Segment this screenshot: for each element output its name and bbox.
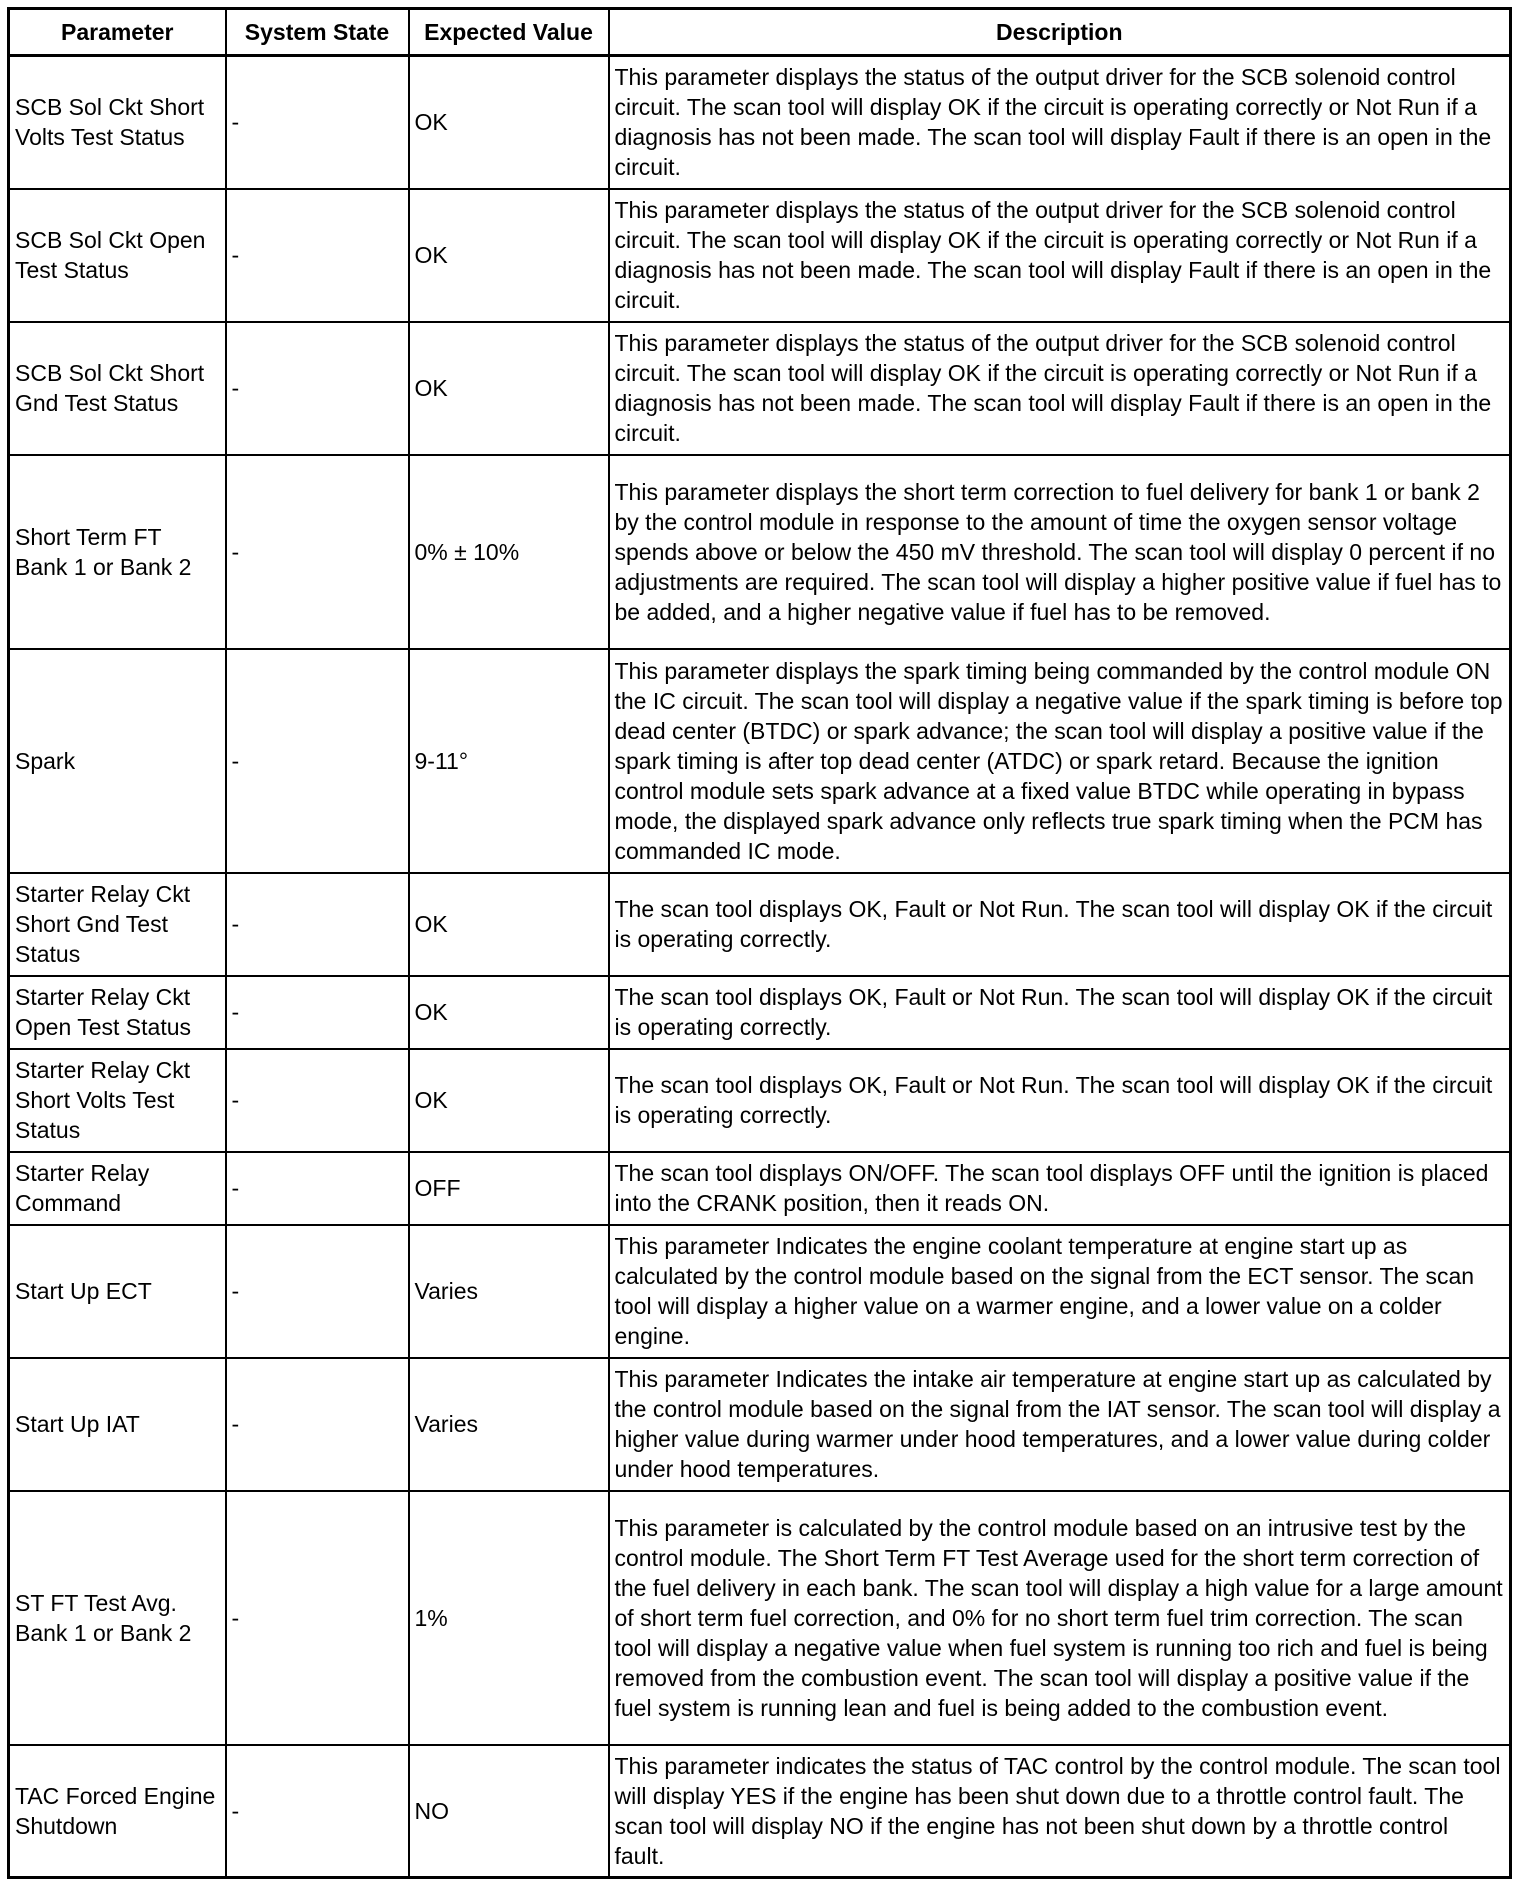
table-row — [9, 322, 1511, 455]
expected-value-cell: 0% ± 10% — [409, 455, 609, 649]
description-cell: This parameter indicates the status of TAC control by the control module. The scan tool will display YES if the engine has been shut down due to a throttle control fault. The scan tool will display NO if the engine has not been shut down by a throttle control fault. — [609, 1745, 1511, 1878]
table-row — [9, 1225, 1511, 1358]
description-cell: The scan tool displays ON/OFF. The scan tool displays OFF until the ignition is placed into the CRANK position, then it reads ON. — [609, 1152, 1511, 1225]
parameter-cell: SCB Sol Ckt Open Test Status — [9, 189, 226, 322]
system-state-cell: - — [226, 189, 409, 322]
parameter-cell: Start Up ECT — [9, 1225, 226, 1358]
system-state-cell: - — [226, 649, 409, 873]
expected-value-cell: OFF — [409, 1152, 609, 1225]
table-row — [9, 455, 1511, 649]
parameter-cell: Starter Relay Command — [9, 1152, 226, 1225]
system-state-cell: - — [226, 976, 409, 1049]
table-header-row — [9, 9, 1511, 56]
table-row — [9, 189, 1511, 322]
system-state-cell: - — [226, 1491, 409, 1745]
table-row — [9, 1491, 1511, 1745]
description-cell: This parameter is calculated by the control module based on an intrusive test by the control module. The Short Term FT Test Average used for the short term correction of the fuel delivery in each bank. The scan tool will display a high value for a large amount of short term fuel correction, and 0% for no short term fuel trim correction. The scan tool will display a negative value when fuel system is running too rich and fuel is being removed from the combustion event. The scan tool will display a positive value if the fuel system is running lean and fuel is being added to the combustion event. — [609, 1491, 1511, 1745]
description-cell: The scan tool displays OK, Fault or Not Run. The scan tool will display OK if the circuit is operating correctly. — [609, 1049, 1511, 1152]
system-state-cell: - — [226, 322, 409, 455]
description-cell: The scan tool displays OK, Fault or Not Run. The scan tool will display OK if the circuit is operating correctly. — [609, 976, 1511, 1049]
parameters-table — [7, 7, 1512, 1879]
system-state-cell: - — [226, 1358, 409, 1491]
system-state-cell: - — [226, 1745, 409, 1878]
parameter-cell: Starter Relay Ckt Short Volts Test Status — [9, 1049, 226, 1152]
parameter-cell: Spark — [9, 649, 226, 873]
table-row — [9, 976, 1511, 1049]
table-row — [9, 56, 1511, 189]
system-state-cell: - — [226, 873, 409, 976]
parameter-cell: SCB Sol Ckt Short Gnd Test Status — [9, 322, 226, 455]
column-header-system-state: System State — [226, 9, 409, 56]
table-row — [9, 1049, 1511, 1152]
expected-value-cell: OK — [409, 322, 609, 455]
table-row — [9, 649, 1511, 873]
expected-value-cell: OK — [409, 1049, 609, 1152]
description-cell: The scan tool displays OK, Fault or Not Run. The scan tool will display OK if the circuit is operating correctly. — [609, 873, 1511, 976]
description-cell: This parameter Indicates the intake air temperature at engine start up as calculated by the control module based on the signal from the IAT sensor. The scan tool will display a higher value during warmer under hood temperatures, and a lower value during colder under hood temperatures. — [609, 1358, 1511, 1491]
parameter-cell: SCB Sol Ckt Short Volts Test Status — [9, 56, 226, 189]
system-state-cell: - — [226, 1049, 409, 1152]
parameter-cell: TAC Forced Engine Shutdown — [9, 1745, 226, 1878]
table-row — [9, 1358, 1511, 1491]
description-cell: This parameter Indicates the engine coolant temperature at engine start up as calculated by the control module based on the signal from the ECT sensor. The scan tool will display a higher value on a warmer engine, and a lower value on a colder engine. — [609, 1225, 1511, 1358]
expected-value-cell: OK — [409, 976, 609, 1049]
expected-value-cell: Varies — [409, 1358, 609, 1491]
description-cell: This parameter displays the status of the output driver for the SCB solenoid control circuit. The scan tool will display OK if the circuit is operating correctly or Not Run if a diagnosis has not been made. The scan tool will display Fault if there is an open in the circuit. — [609, 189, 1511, 322]
table-row — [9, 1745, 1511, 1878]
column-header-parameter: Parameter — [9, 9, 226, 56]
table-row — [9, 1152, 1511, 1225]
description-cell: This parameter displays the short term correction to fuel delivery for bank 1 or bank 2 by the control module in response to the amount of time the oxygen sensor voltage spends above or below the 450 mV threshold. The scan tool will display 0 percent if no adjustments are required. The scan tool will display a higher positive value if fuel has to be added, and a higher negative value if fuel has to be removed. — [609, 455, 1511, 649]
expected-value-cell: OK — [409, 56, 609, 189]
system-state-cell: - — [226, 455, 409, 649]
expected-value-cell: Varies — [409, 1225, 609, 1358]
parameter-cell: Short Term FT Bank 1 or Bank 2 — [9, 455, 226, 649]
expected-value-cell: OK — [409, 189, 609, 322]
expected-value-cell: 1% — [409, 1491, 609, 1745]
description-cell: This parameter displays the status of the output driver for the SCB solenoid control circuit. The scan tool will display OK if the circuit is operating correctly or Not Run if a diagnosis has not been made. The scan tool will display Fault if there is an open in the circuit. — [609, 56, 1511, 189]
column-header-description: Description — [609, 9, 1511, 56]
parameter-cell: Start Up IAT — [9, 1358, 226, 1491]
parameter-cell: Starter Relay Ckt Open Test Status — [9, 976, 226, 1049]
expected-value-cell: 9-11° — [409, 649, 609, 873]
system-state-cell: - — [226, 56, 409, 189]
parameter-cell: ST FT Test Avg. Bank 1 or Bank 2 — [9, 1491, 226, 1745]
parameter-cell: Starter Relay Ckt Short Gnd Test Status — [9, 873, 226, 976]
description-cell: This parameter displays the spark timing being commanded by the control module ON the IC circuit. The scan tool will display a negative value if the spark timing is before top dead center (BTDC) or spark advance; the scan tool will display a positive value if the spark timing is after top dead center (ATDC) or spark retard. Because the ignition control module sets spark advance at a fixed value BTDC while operating in bypass mode, the displayed spark advance only reflects true spark timing when the PCM has commanded IC mode. — [609, 649, 1511, 873]
system-state-cell: - — [226, 1152, 409, 1225]
description-cell: This parameter displays the status of the output driver for the SCB solenoid control circuit. The scan tool will display OK if the circuit is operating correctly or Not Run if a diagnosis has not been made. The scan tool will display Fault if there is an open in the circuit. — [609, 322, 1511, 455]
table-row — [9, 873, 1511, 976]
system-state-cell: - — [226, 1225, 409, 1358]
expected-value-cell: OK — [409, 873, 609, 976]
expected-value-cell: NO — [409, 1745, 609, 1878]
column-header-expected-value: Expected Value — [409, 9, 609, 56]
